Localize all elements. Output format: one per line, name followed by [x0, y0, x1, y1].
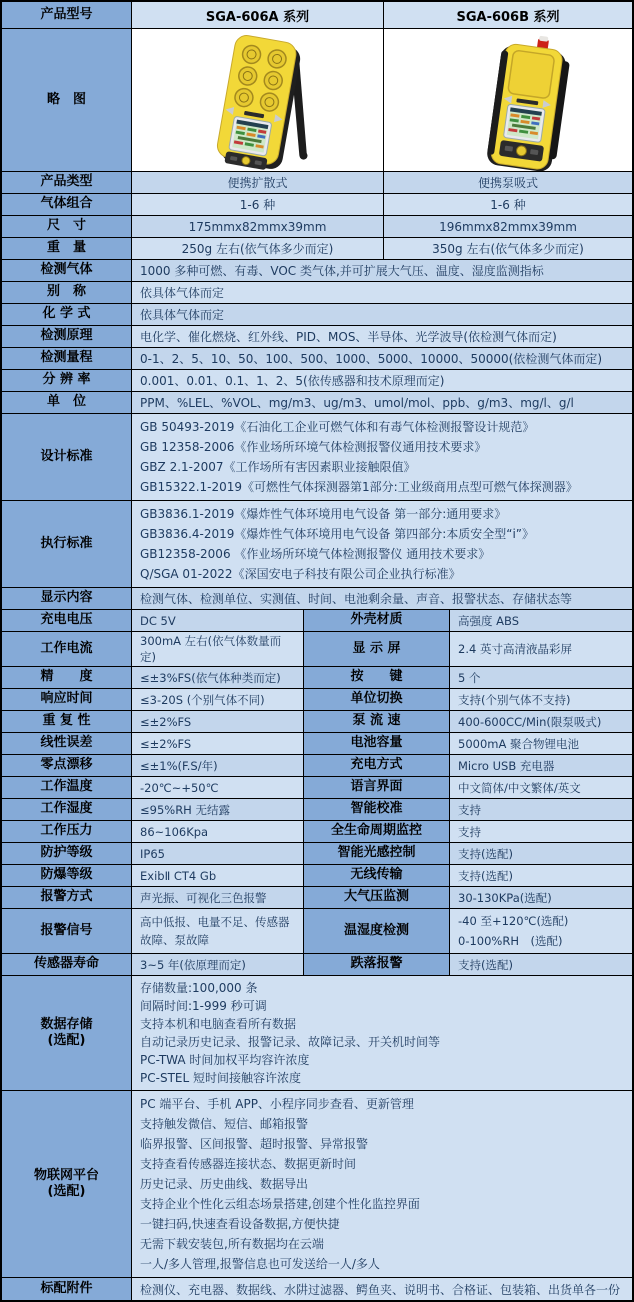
row-gas-combination: [2, 194, 632, 216]
label-light-sensor-control: 智能光感控制: [304, 843, 450, 865]
charging-method-value: Micro USB 充电器: [450, 755, 632, 777]
label-data-storage: [2, 976, 132, 1091]
row-response-time: [2, 689, 632, 711]
row-protection-rating: [2, 843, 632, 865]
spec-line: 临界报警、区间报警、超时报警、异常报警: [140, 1137, 369, 1151]
row-working-temperature: [2, 777, 632, 799]
display-screen-value: 2.4 英寸高清液晶彩屏: [450, 632, 632, 667]
spec-line: GB 50493-2019《石油化工企业可燃气体和有毒气体检测报警设计规范》: [140, 420, 535, 434]
language-value: 中文简体/中文繁体/英文: [450, 777, 632, 799]
charge-voltage-value: DC 5V: [132, 610, 304, 632]
row-working-humidity: [2, 799, 632, 821]
row-accuracy: [2, 667, 632, 689]
spec-line: -40 至+120℃(选配): [458, 914, 569, 928]
linearity-error-value: ≤±2%FS: [132, 733, 304, 755]
label-alarm-signal: 报警信号: [2, 909, 132, 954]
label-line: (选配): [47, 1184, 86, 1199]
label-pump-flow: 泵 流 速: [304, 711, 450, 733]
row-chemical-formula: [2, 304, 632, 326]
label-smart-calibration: 智能校准: [304, 799, 450, 821]
label-repeatability: 重 复 性: [2, 711, 132, 733]
sketch-label: 略 图: [2, 29, 132, 172]
row-detection-range: [2, 348, 632, 370]
row-alias: [2, 282, 632, 304]
weight-b: 350g 左右(依气体多少而定): [384, 238, 632, 260]
spec-line: 支持企业个性化云组态场景搭建,创建个性化监控界面: [140, 1197, 420, 1211]
row-charge-voltage: [2, 610, 632, 632]
label-temp-humidity-detection: 温湿度检测: [304, 909, 450, 954]
spec-line: GB3836.1-2019《爆炸性气体环境用电气设备 第一部分:通用要求》: [140, 507, 507, 521]
alarm-signal-value: 高中低报、电量不足、传感器故障、泵故障: [140, 915, 290, 947]
label-explosion-proof-rating: 防爆等级: [2, 865, 132, 887]
response-time-value: ≤3-20S (个别气体不同): [132, 689, 304, 711]
header-row: [2, 2, 632, 29]
label-detection-range: 检测量程: [2, 348, 132, 370]
row-exec-standards: [2, 501, 632, 588]
product-type-a: 便携扩散式: [132, 172, 384, 194]
sketch-row: [2, 29, 632, 172]
row-working-pressure: [2, 821, 632, 843]
spec-line: PC-TWA 时间加权平均容许浓度: [140, 1053, 310, 1067]
lifecycle-monitor-value: 支持: [450, 821, 632, 843]
spec-line: 一人/多人管理,报警信息也可发送给一人/多人: [140, 1257, 380, 1271]
spec-line: GB15322.1-2019《可燃性气体探测器第1部分:工业级商用点型可燃气体探测器》: [140, 480, 578, 494]
label-detection-principle: 检测原理: [2, 326, 132, 348]
spec-line: 0-100%RH (选配): [458, 934, 563, 948]
header-series-b: SGA-606B 系列: [384, 2, 632, 29]
row-dimensions: [2, 216, 632, 238]
row-detection-principle: [2, 326, 632, 348]
label-linearity-error: 线性误差: [2, 733, 132, 755]
alias-value: 依具体气体而定: [132, 282, 632, 304]
label-iot-platform: [2, 1091, 132, 1278]
row-zero-drift: [2, 755, 632, 777]
zero-drift-value: ≤±1%(F.S/年): [132, 755, 304, 777]
label-detected-gases: 检测气体: [2, 260, 132, 282]
battery-capacity-value: 5000mA 聚合物锂电池: [450, 733, 632, 755]
row-data-storage: [2, 976, 632, 1091]
detection-principle-value: 电化学、催化燃烧、红外线、PID、MOS、半导体、光学波导(依检测气体而定): [132, 326, 632, 348]
label-battery-capacity: 电池容量: [304, 733, 450, 755]
device-b-image: [384, 29, 632, 172]
label-working-current: 工作电流: [2, 632, 132, 667]
spec-line: 支持触发微信、短信、邮箱报警: [140, 1117, 309, 1131]
accessories-value: 检测仪、充电器、数据线、水阱过滤器、鳄鱼夹、说明书、合格证、包装箱、出货单各一份: [132, 1278, 632, 1300]
row-design-standards: [2, 414, 632, 501]
label-sensor-life: 传感器寿命: [2, 954, 132, 976]
label-zero-drift: 零点漂移: [2, 755, 132, 777]
label-resolution: 分 辨 率: [2, 370, 132, 392]
device-a-cell: [132, 29, 384, 172]
row-alarm-signal: [2, 909, 632, 954]
spec-line: GB 12358-2006《作业场所环境气体检测报警仪通用技术要求》: [140, 440, 487, 454]
spec-line: 历史记录、历史曲线、数据导出: [140, 1177, 309, 1191]
buttons-value: 5 个: [450, 667, 632, 689]
row-working-current: [2, 632, 632, 667]
label-working-pressure: 工作压力: [2, 821, 132, 843]
shell-material-value: 高强度 ABS: [450, 610, 632, 632]
product-type-b: 便携泵吸式: [384, 172, 632, 194]
spec-line: 无需下载安装包,所有数据均在云端: [140, 1237, 324, 1251]
spec-line: GB3836.4-2019《爆炸性气体环境用电气设备 第四部分:本质安全型“i”》: [140, 527, 535, 541]
device-b-cell: [384, 29, 632, 172]
row-display-content: [2, 588, 632, 610]
label-drop-alarm: 跌落报警: [304, 954, 450, 976]
label-wireless-transmission: 无线传输: [304, 865, 450, 887]
header-series-a: SGA-606A 系列: [132, 2, 384, 29]
label-display-content: 显示内容: [2, 588, 132, 610]
label-accuracy: 精 度: [2, 667, 132, 689]
gas-combination-a: 1-6 种: [132, 194, 384, 216]
temp-humidity-detection-value: [450, 909, 632, 954]
label-alarm-mode: 报警方式: [2, 887, 132, 909]
label-weight: 重 量: [2, 238, 132, 260]
label-unit-switch: 单位切换: [304, 689, 450, 711]
alarm-mode-value: 声光振、可视化三色报警: [132, 887, 304, 909]
chemical-formula-value: 依具体气体而定: [132, 304, 632, 326]
row-linearity-error: [2, 733, 632, 755]
dimensions-b: 196mmx82mmx39mm: [384, 216, 632, 238]
row-units: [2, 392, 632, 414]
units-value: PPM、%LEL、%VOL、mg/m3、ug/m3、umol/mol、ppb、g/m3、mg/l、g/l: [132, 392, 632, 414]
spec-line: Q/SGA 01-2022《深国安电子科技有限公司企业执行标准》: [140, 567, 461, 581]
atmospheric-pressure-monitor-value: 30-130KPa(选配): [450, 887, 632, 909]
label-charge-voltage: 充电电压: [2, 610, 132, 632]
spec-line: 支持本机和电脑查看所有数据: [140, 1017, 297, 1031]
label-protection-rating: 防护等级: [2, 843, 132, 865]
label-working-temperature: 工作温度: [2, 777, 132, 799]
sensor-life-value: 3~5 年(依原理而定): [132, 954, 304, 976]
label-shell-material: 外壳材质: [304, 610, 450, 632]
label-response-time: 响应时间: [2, 689, 132, 711]
weight-a: 250g 左右(依气体多少而定): [132, 238, 384, 260]
label-buttons: 按 键: [304, 667, 450, 689]
row-sensor-life: [2, 954, 632, 976]
label-line: 物联网平台: [33, 1167, 99, 1183]
design-standards-value: [132, 414, 632, 501]
label-lifecycle-monitor: 全生命周期监控: [304, 821, 450, 843]
row-alarm-mode: [2, 887, 632, 909]
label-accessories: 标配附件: [2, 1278, 132, 1300]
smart-calibration-value: 支持: [450, 799, 632, 821]
wireless-transmission-value: 支持(选配): [450, 865, 632, 887]
explosion-proof-rating-value: ExibⅡ CT4 Gb: [132, 865, 304, 887]
data-storage-value: [132, 976, 632, 1091]
label-units: 单 位: [2, 392, 132, 414]
spec-line: 间隔时间:1-999 秒可调: [140, 999, 267, 1013]
label-display-screen: 显 示 屏: [304, 632, 450, 667]
spec-line: 一键扫码,快速查看设备数据,方便快捷: [140, 1217, 340, 1231]
row-product-type: [2, 172, 632, 194]
label-working-humidity: 工作湿度: [2, 799, 132, 821]
working-temperature-value: -20℃~+50℃: [132, 777, 304, 799]
gas-combination-b: 1-6 种: [384, 194, 632, 216]
row-iot-platform: [2, 1091, 632, 1278]
header-product-model: 产品型号: [2, 2, 132, 29]
label-design-standards: 设计标准: [2, 414, 132, 501]
spec-line: GBZ 2.1-2007《工作场所有害因素职业接触限值》: [140, 460, 416, 474]
row-detected-gases: [2, 260, 632, 282]
protection-rating-value: IP65: [132, 843, 304, 865]
spec-line: PC-STEL 短时间接触容许浓度: [140, 1071, 301, 1085]
dimensions-a: 175mmx82mmx39mm: [132, 216, 384, 238]
working-pressure-value: 86~106Kpa: [132, 821, 304, 843]
spec-line: 支持查看传感器连接状态、数据更新时间: [140, 1157, 357, 1171]
detection-range-value: 0-1、2、5、10、50、100、500、1000、5000、10000、50000(依检测气体而定): [132, 348, 632, 370]
exec-standards-value: [132, 501, 632, 588]
device-a-image: [132, 29, 383, 172]
spec-line: 自动记录历史记录、报警记录、故障记录、开关机时间等: [140, 1035, 441, 1049]
row-resolution: [2, 370, 632, 392]
label-atmospheric-pressure-monitor: 大气压监测: [304, 887, 450, 909]
row-accessories: [2, 1278, 632, 1300]
label-chemical-formula: 化 学 式: [2, 304, 132, 326]
label-charging-method: 充电方式: [304, 755, 450, 777]
label-gas-combination: 气体组合: [2, 194, 132, 216]
label-dimensions: 尺 寸: [2, 216, 132, 238]
label-product-type: 产品类型: [2, 172, 132, 194]
iot-platform-value: [132, 1091, 632, 1278]
row-weight: [2, 238, 632, 260]
spec-line: GB12358-2006 《作业场所环境气体检测报警仪 通用技术要求》: [140, 547, 491, 561]
label-line: 数据存储: [40, 1016, 93, 1032]
label-exec-standards: 执行标准: [2, 501, 132, 588]
repeatability-value: ≤±2%FS: [132, 711, 304, 733]
light-sensor-control-value: 支持(选配): [450, 843, 632, 865]
unit-switch-value: 支持(个别气体不支持): [450, 689, 632, 711]
row-explosion-proof-rating: [2, 865, 632, 887]
detected-gases-value: 1000 多种可燃、有毒、VOC 类气体,并可扩展大气压、温度、湿度监测指标: [132, 260, 632, 282]
display-content-value: 检测气体、检测单位、实测值、时间、电池剩余量、声音、报警状态、存储状态等: [132, 588, 632, 610]
working-humidity-value: ≤95%RH 无结露: [132, 799, 304, 821]
spec-line: PC 端平台、手机 APP、小程序同步查看、更新管理: [140, 1097, 414, 1111]
working-current-value: 300mA 左右(依气体数量而定): [132, 632, 304, 667]
label-alias: 别 称: [2, 282, 132, 304]
accuracy-value: ≤±3%FS(依气体种类而定): [132, 667, 304, 689]
pump-flow-value: 400-600CC/Min(限泵吸式): [450, 711, 632, 733]
label-language: 语言界面: [304, 777, 450, 799]
resolution-value: 0.001、0.01、0.1、1、2、5(依传感器和技术原理而定): [132, 370, 632, 392]
row-repeatability: [2, 711, 632, 733]
drop-alarm-value: 支持(选配): [450, 954, 632, 976]
label-line: (选配): [47, 1033, 86, 1048]
spec-line: 存储数量:100,000 条: [140, 981, 258, 995]
